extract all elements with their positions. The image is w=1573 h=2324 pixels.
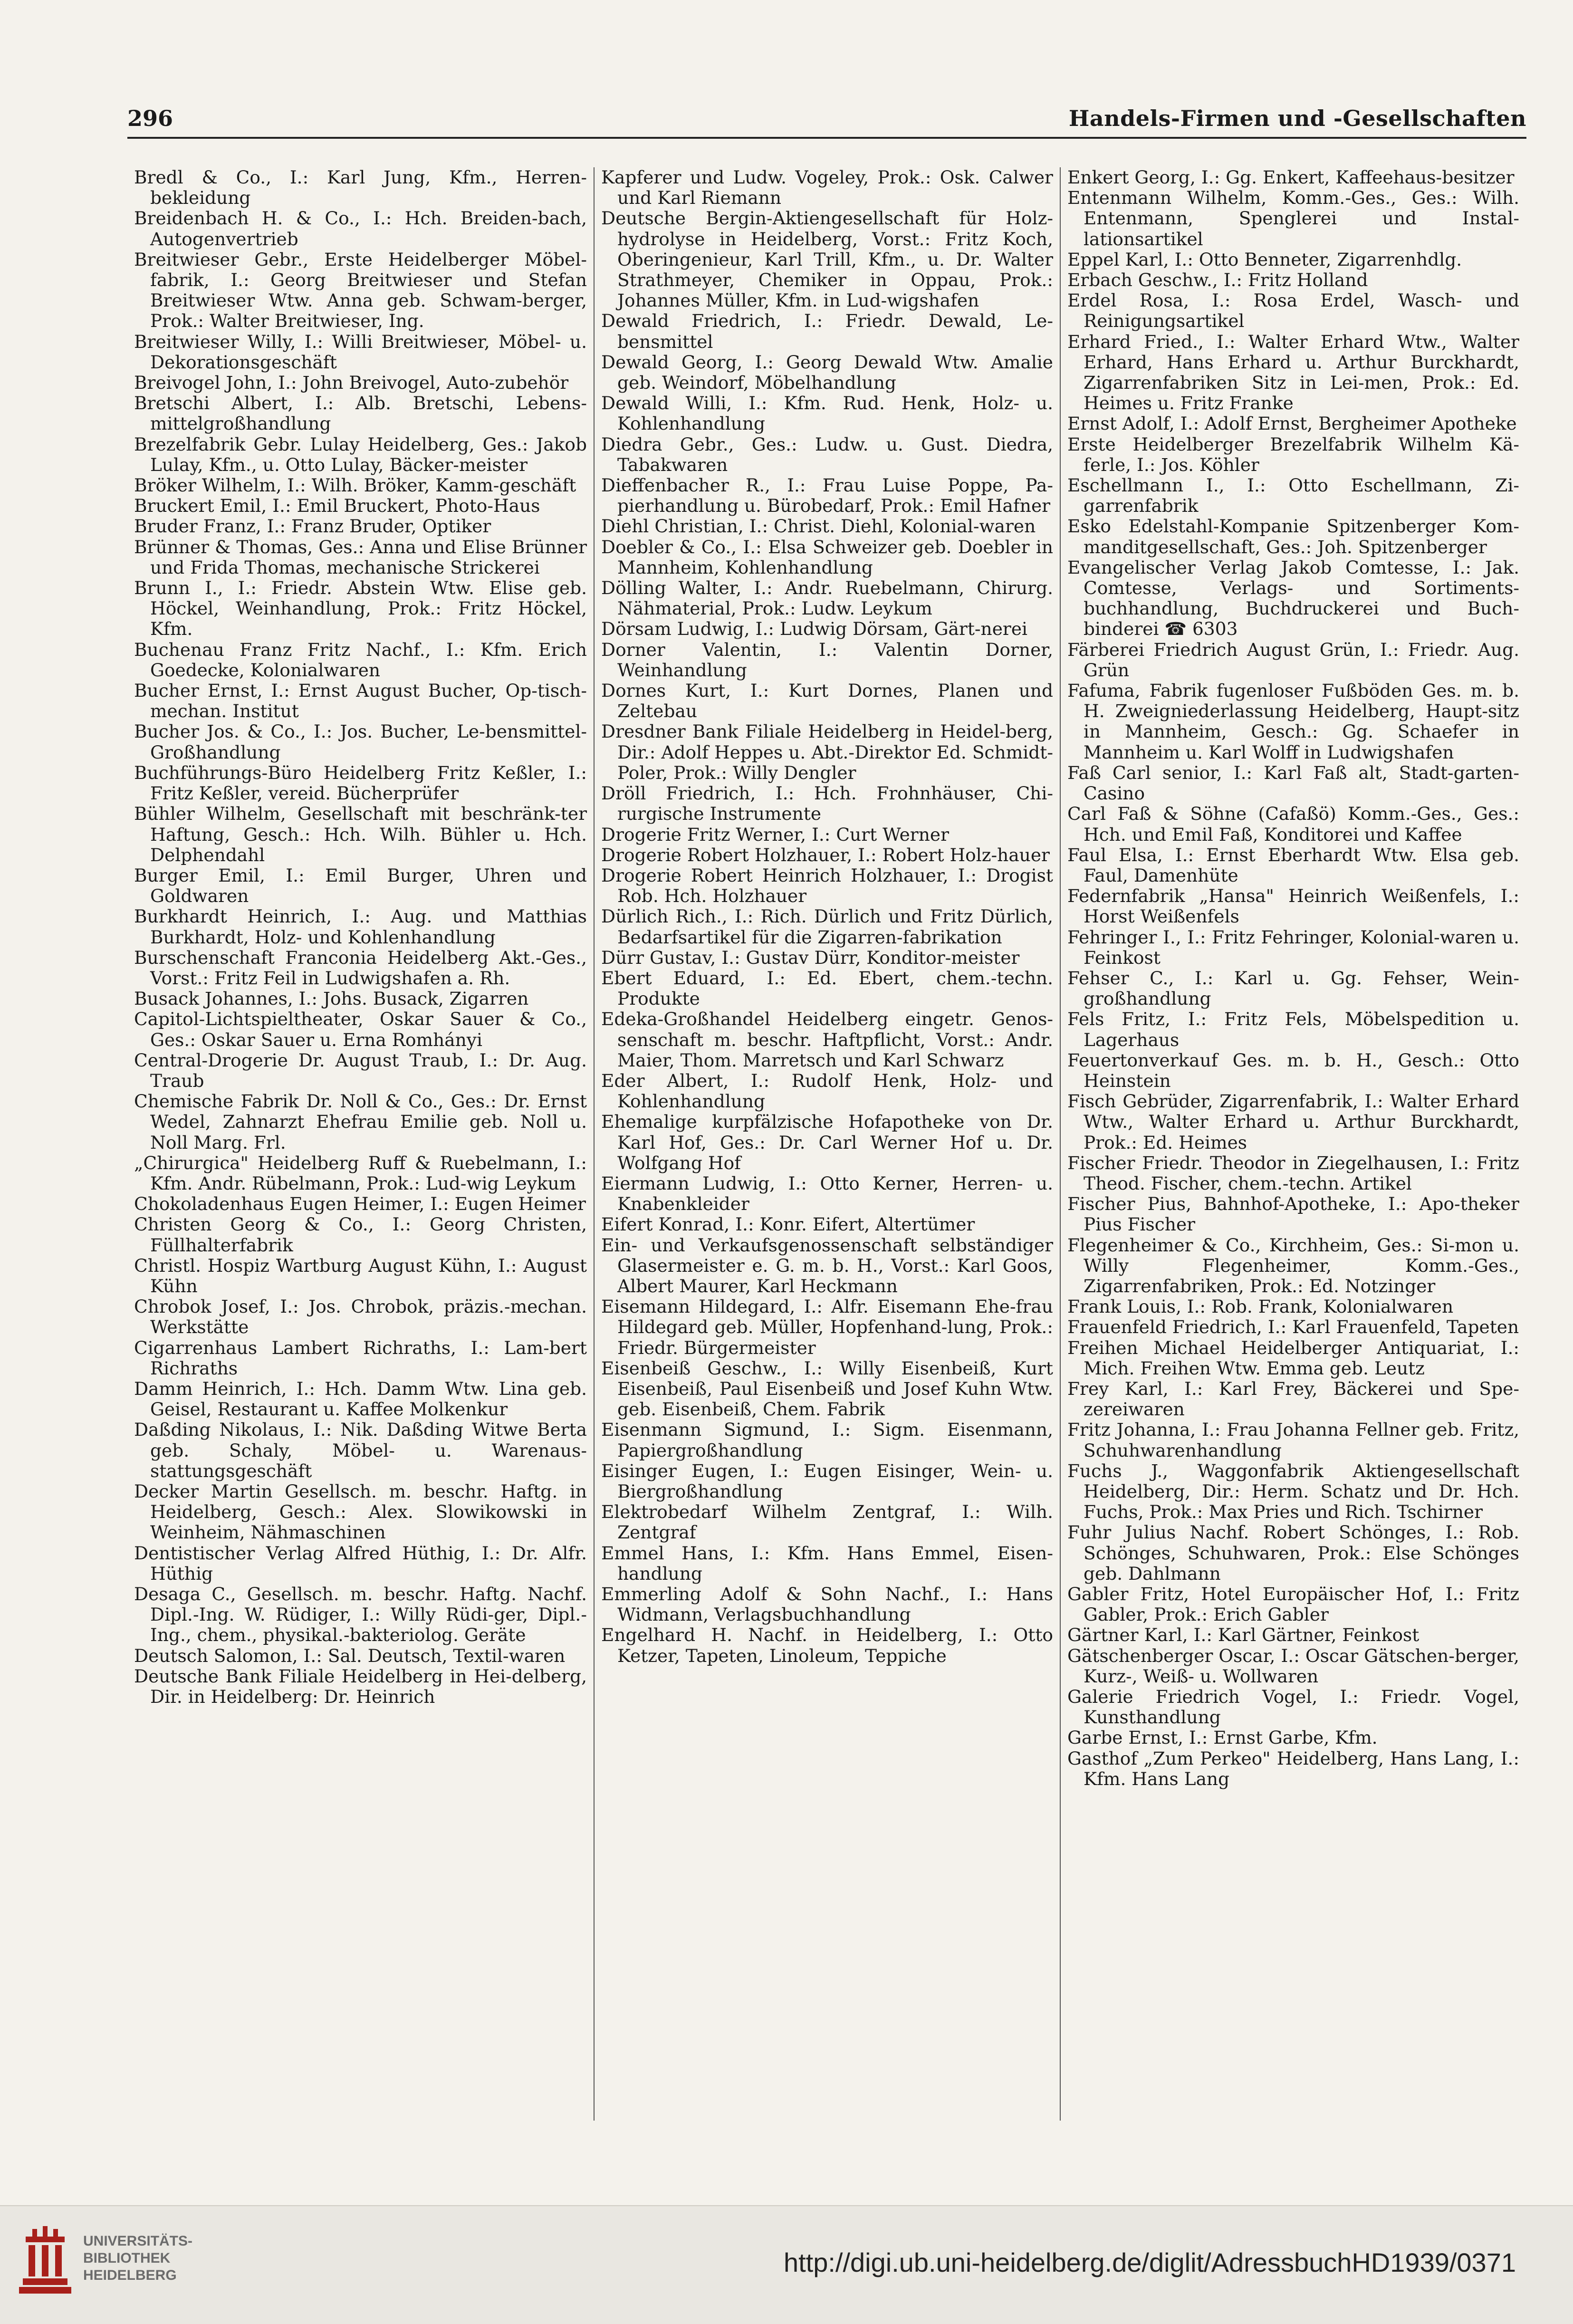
directory-entry: Decker Martin Gesellsch. m. beschr. Haftg. in Heidelberg, Gesch.: Alex. Slowikowski in Weinheim, Nähmaschinen	[134, 1481, 587, 1543]
directory-entry: Frey Karl, I.: Karl Frey, Bäckerei und Spe-zereiwaren	[1067, 1378, 1519, 1420]
directory-entry: Fafuma, Fabrik fugenloser Fußböden Ges. m. b. H. Zweigniederlassung Heidelberg, Haupt-sitz in Mannheim, Gesch.: Gg. Schaefer in Mannheim u. Karl Wolff in Ludwigshafen	[1067, 680, 1519, 763]
directory-entry: Eder Albert, I.: Rudolf Henk, Holz- und Kohlenhandlung	[601, 1070, 1053, 1112]
library-name-line: BIBLIOTHEK	[83, 2250, 171, 2266]
directory-entry: Evangelischer Verlag Jakob Comtesse, I.: Jak. Comtesse, Verlags- und Sortiments-buchhandlung, Buchdruckerei und Buch-binderei ☎ 6303	[1067, 557, 1519, 640]
page-number: 296	[127, 106, 173, 131]
directory-entry: Dieffenbacher R., I.: Frau Luise Poppe, Pa-pierhandlung u. Bürobedarf, Prok.: Emil Hafner	[601, 475, 1053, 517]
directory-entry: Erste Heidelberger Brezelfabrik Wilhelm Kä-ferle, I.: Jos. Köhler	[1067, 433, 1519, 475]
directory-entry: Burkhardt Heinrich, I.: Aug. und Matthias Burkhardt, Holz- und Kohlenhandlung	[134, 906, 587, 948]
directory-entry: Dewald Friedrich, I.: Friedr. Dewald, Le-bensmittel	[601, 310, 1053, 352]
directory-entry: Cigarrenhaus Lambert Richraths, I.: Lam-bert Richraths	[134, 1337, 587, 1379]
directory-entry: Breitwieser Gebr., Erste Heidelberger Möbel-fabrik, I.: Georg Breitwieser und Stefan Breitwieser Wtw. Anna geb. Schwam-berger, Prok.: Walter Breitwieser, Ing.	[134, 249, 587, 332]
directory-columns	[127, 167, 1526, 2121]
directory-entry: Diehl Christian, I.: Christ. Diehl, Kolonial-waren	[601, 516, 1036, 537]
directory-entry: Drogerie Robert Heinrich Holzhauer, I.: Drogist Rob. Hch. Holzhauer	[601, 864, 1053, 907]
directory-entry: Gasthof „Zum Perkeo" Heidelberg, Hans Lang, I.: Kfm. Hans Lang	[1067, 1748, 1519, 1789]
directory-entry: Buchenau Franz Fritz Nachf., I.: Kfm. Erich Goedecke, Kolonialwaren	[134, 639, 587, 681]
directory-entry: Ebert Eduard, I.: Ed. Ebert, chem.-techn. Produkte	[601, 967, 1053, 1009]
directory-entry: Bredl & Co., I.: Karl Jung, Kfm., Herren-bekleidung	[134, 167, 587, 209]
directory-entry: Daßding Nikolaus, I.: Nik. Daßding Witwe Berta geb. Schaly, Möbel- u. Warenaus-stattungsgeschäft	[134, 1419, 587, 1481]
directory-entry: Deutsch Salomon, I.: Sal. Deutsch, Textil-waren	[134, 1645, 566, 1666]
directory-entry: Chokoladenhaus Eugen Heimer, I.: Eugen Heimer	[134, 1193, 586, 1215]
directory-entry: Ein- und Verkaufsgenossenschaft selbständiger Glasermeister e. G. m. b. H., Vorst.: Karl Goos, Albert Maurer, Karl Heckmann	[601, 1234, 1053, 1296]
directory-entry: Fuhr Julius Nachf. Robert Schönges, I.: Rob. Schönges, Schuhwaren, Prok.: Else Schönges geb. Dahlmann	[1067, 1522, 1519, 1584]
directory-entry: Buchführungs-Büro Heidelberg Fritz Keßler, I.: Fritz Keßler, vereid. Bücherprüfer	[134, 762, 587, 804]
directory-entry: Bröker Wilhelm, I.: Wilh. Bröker, Kamm-geschäft	[134, 475, 576, 496]
directory-entry: Gabler Fritz, Hotel Europäischer Hof, I.: Fritz Gabler, Prok.: Erich Gabler	[1067, 1584, 1519, 1625]
directory-entry: Feuertonverkauf Ges. m. b. H., Gesch.: Otto Heinstein	[1067, 1049, 1519, 1091]
directory-entry: Brünner & Thomas, Ges.: Anna und Elise Brünner und Frida Thomas, mechanische Strickerei	[134, 536, 587, 578]
column-1	[127, 167, 594, 2121]
directory-entry: Desaga C., Gesellsch. m. beschr. Haftg. Nachf. Dipl.-Ing. W. Rüdiger, I.: Willy Rüdi-ger, Dipl.-Ing., chem., physikal.-bakteriolog. Geräte	[134, 1584, 587, 1646]
directory-entry: Federnfabrik „Hansa" Heinrich Weißenfels, I.: Horst Weißenfels	[1067, 885, 1519, 927]
directory-entry: Garbe Ernst, I.: Ernst Garbe, Kfm.	[1067, 1727, 1378, 1748]
column-3	[1060, 167, 1526, 2121]
page-header	[127, 104, 1526, 139]
directory-entry: Enkert Georg, I.: Gg. Enkert, Kaffeehaus-besitzer	[1067, 167, 1515, 188]
directory-entry: Edeka-Großhandel Heidelberg eingetr. Genos-senschaft m. beschr. Haftpflicht, Vorst.: Andr. Maier, Thom. Marretsch und Karl Schwarz	[601, 1008, 1053, 1071]
column-2	[594, 167, 1060, 2121]
directory-entry: Ernst Adolf, I.: Adolf Ernst, Bergheimer Apotheke	[1067, 413, 1517, 434]
directory-entry: Dewald Willi, I.: Kfm. Rud. Henk, Holz- u. Kohlenhandlung	[601, 393, 1053, 434]
directory-entry: Damm Heinrich, I.: Hch. Damm Wtw. Lina geb. Geisel, Restaurant u. Kaffee Molkenkur	[134, 1378, 587, 1420]
directory-entry: Eisenbeiß Geschw., I.: Willy Eisenbeiß, Kurt Eisenbeiß, Paul Eisenbeiß und Josef Kuhn Wtw. geb. Eisenbeiß, Chem. Fabrik	[601, 1357, 1053, 1420]
directory-entry: Doebler & Co., I.: Elsa Schweizer geb. Doebler in Mannheim, Kohlenhandlung	[601, 536, 1053, 578]
directory-entry: Färberei Friedrich August Grün, I.: Friedr. Aug. Grün	[1067, 639, 1519, 681]
directory-entry: Esko Edelstahl-Kompanie Spitzenberger Kom-manditgesellschaft, Ges.: Joh. Spitzenberger	[1067, 516, 1519, 557]
directory-entry: Fehringer I., I.: Fritz Fehringer, Kolonial-waren u. Feinkost	[1067, 926, 1519, 968]
directory-entry: Bretschi Albert, I.: Alb. Bretschi, Lebens-mittelgroßhandlung	[134, 393, 587, 434]
directory-entry: Dörsam Ludwig, I.: Ludwig Dörsam, Gärt-nerei	[601, 618, 1028, 640]
directory-entry: Dröll Friedrich, I.: Hch. Frohnhäuser, Chi-rurgische Instrumente	[601, 783, 1053, 825]
directory-entry: „Chirurgica" Heidelberg Ruff & Ruebelmann, I.: Kfm. Andr. Rübelmann, Prok.: Lud-wig Leykum	[134, 1152, 587, 1194]
directory-entry: Faß Carl senior, I.: Karl Faß alt, Stadt-garten-Casino	[1067, 762, 1519, 804]
directory-entry: Carl Faß & Söhne (Cafaßö) Komm.-Ges., Ges.: Hch. und Emil Faß, Konditorei und Kaffee	[1067, 803, 1519, 845]
directory-entry: Fischer Friedr. Theodor in Ziegelhausen, I.: Fritz Theod. Fischer, chem.-techn. Artikel	[1067, 1152, 1519, 1194]
directory-entry: Dölling Walter, I.: Andr. Ruebelmann, Chirurg. Nähmaterial, Prok.: Ludw. Leykum	[601, 577, 1053, 619]
directory-entry: Dewald Georg, I.: Georg Dewald Wtw. Amalie geb. Weindorf, Möbelhandlung	[601, 351, 1053, 394]
directory-entry: Frauenfeld Friedrich, I.: Karl Frauenfeld, Tapeten	[1067, 1316, 1519, 1338]
directory-entry: Dresdner Bank Filiale Heidelberg in Heidel-berg, Dir.: Adolf Heppes u. Abt.-Direktor Ed. Schmidt-Poler, Prok.: Willy Dengler	[601, 721, 1053, 783]
directory-entry: Emmerling Adolf & Sohn Nachf., I.: Hans Widmann, Verlagsbuchhandlung	[601, 1584, 1053, 1625]
directory-entry: Capitol-Lichtspieltheater, Oskar Sauer & Co., Ges.: Oskar Sauer u. Erna Romhányi	[134, 1008, 587, 1050]
directory-entry: Fels Fritz, I.: Fritz Fels, Möbelspedition u. Lagerhaus	[1067, 1008, 1519, 1050]
directory-entry: Breidenbach H. & Co., I.: Hch. Breiden-bach, Autogenvertrieb	[134, 208, 587, 250]
directory-entry: Deutsche Bergin-Aktiengesellschaft für Holz-hydrolyse in Heidelberg, Vorst.: Fritz Koch, Oberingenieur, Karl Trill, Kfm., u. Dr. Walter Strathmeyer, Chemiker in Oppau, Prok.: Johannes Müller, Kfm. in Lud-wigshafen	[601, 208, 1053, 311]
directory-entry: Erdel Rosa, I.: Rosa Erdel, Wasch- und Reinigungsartikel	[1067, 290, 1519, 332]
running-head: Handels-Firmen und -Gesellschaften	[1068, 106, 1526, 131]
directory-entry: Brunn I., I.: Friedr. Abstein Wtw. Elise geb. Höckel, Weinhandlung, Prok.: Fritz Höckel, Kfm.	[134, 577, 587, 640]
directory-entry: Engelhard H. Nachf. in Heidelberg, I.: Otto Ketzer, Tapeten, Linoleum, Teppiche	[601, 1624, 1053, 1666]
directory-entry: Elektrobedarf Wilhelm Zentgraf, I.: Wilh. Zentgraf	[601, 1501, 1053, 1543]
directory-entry: Eppel Karl, I.: Otto Benneter, Zigarrenhdlg.	[1067, 249, 1462, 270]
directory-entry: Eschellmann I., I.: Otto Eschellmann, Zi-garrenfabrik	[1067, 475, 1519, 517]
directory-entry: Ehemalige kurpfälzische Hofapotheke von Dr. Karl Hof, Ges.: Dr. Carl Werner Hof u. Dr. Wolfgang Hof	[601, 1111, 1053, 1173]
directory-entry: Freihen Michael Heidelberger Antiquariat, I.: Mich. Freihen Wtw. Emma geb. Leutz	[1067, 1337, 1519, 1379]
directory-entry: Drogerie Robert Holzhauer, I.: Robert Holz-hauer	[601, 844, 1050, 865]
directory-entry: Eisinger Eugen, I.: Eugen Eisinger, Wein- u. Biergroßhandlung	[601, 1460, 1053, 1502]
directory-entry: Central-Drogerie Dr. August Traub, I.: Dr. Aug. Traub	[134, 1049, 587, 1091]
library-name	[83, 2233, 192, 2284]
directory-entry: Busack Johannes, I.: Johs. Busack, Zigarren	[134, 988, 529, 1009]
directory-entry: Breivogel John, I.: John Breivogel, Auto-zubehör	[134, 372, 569, 394]
directory-entry: Bruckert Emil, I.: Emil Bruckert, Photo-Haus	[134, 495, 540, 517]
directory-entry: Gärtner Karl, I.: Karl Gärtner, Feinkost	[1067, 1624, 1420, 1646]
directory-entry: Galerie Friedrich Vogel, I.: Friedr. Vogel, Kunsthandlung	[1067, 1686, 1519, 1728]
directory-entry: Dorner Valentin, I.: Valentin Dorner, Weinhandlung	[601, 639, 1053, 681]
library-name-line: HEIDELBERG	[83, 2267, 177, 2283]
directory-entry: Fuchs J., Waggonfabrik Aktiengesellschaft Heidelberg, Dir.: Herm. Schatz und Dr. Hch. Fuchs, Prok.: Max Pries und Rich. Tschirner	[1067, 1460, 1519, 1523]
directory-entry: Deutsche Bank Filiale Heidelberg in Hei-delberg, Dir. in Heidelberg: Dr. Heinrich	[134, 1665, 587, 1708]
directory-entry: Bucher Jos. & Co., I.: Jos. Bucher, Le-bensmittel-Großhandlung	[134, 721, 587, 763]
directory-entry: Chrobok Josef, I.: Jos. Chrobok, präzis.-mechan. Werkstätte	[134, 1296, 587, 1338]
directory-entry: Fritz Johanna, I.: Frau Johanna Fellner geb. Fritz, Schuhwarenhandlung	[1067, 1419, 1519, 1461]
library-name-line: UNIVERSITÄTS-	[83, 2233, 193, 2249]
directory-entry: Emmel Hans, I.: Kfm. Hans Emmel, Eisen-handlung	[601, 1542, 1053, 1584]
directory-entry: Burschenschaft Franconia Heidelberg Akt.-Ges., Vorst.: Fritz Feil in Ludwigshafen a. Rh.	[134, 947, 587, 989]
directory-entry: Fehser C., I.: Karl u. Gg. Fehser, Wein-großhandlung	[1067, 967, 1519, 1009]
directory-entry: Bruder Franz, I.: Franz Bruder, Optiker	[134, 516, 491, 537]
directory-entry: Christl. Hospiz Wartburg August Kühn, I.: August Kühn	[134, 1255, 587, 1296]
directory-entry: Erbach Geschw., I.: Fritz Holland	[1067, 269, 1368, 291]
directory-entry: Erhard Fried., I.: Walter Erhard Wtw., Walter Erhard, Hans Erhard u. Arthur Burckhardt, Zigarrenfabriken Sitz in Lei-men, Prok.: Ed. Heimes u. Fritz Franke	[1067, 331, 1519, 414]
directory-entry: Dürlich Rich., I.: Rich. Dürlich und Fritz Dürlich, Bedarfsartikel für die Zigarren-fabrikation	[601, 906, 1053, 948]
directory-entry: Christen Georg & Co., I.: Georg Christen, Füllhalterfabrik	[134, 1214, 587, 1256]
directory-entry: Eisenmann Sigmund, I.: Sigm. Eisenmann, Papiergroßhandlung	[601, 1419, 1053, 1461]
directory-entry: Burger Emil, I.: Emil Burger, Uhren und Goldwaren	[134, 864, 587, 907]
directory-entry: Eifert Konrad, I.: Konr. Eifert, Altertümer	[601, 1214, 975, 1235]
source-url-link[interactable]: http://digi.ub.uni-heidelberg.de/diglit/AdressbuchHD1939/0371	[783, 2247, 1516, 2277]
directory-entry: Eiermann Ludwig, I.: Otto Kerner, Herren- u. Knabenkleider	[601, 1172, 1053, 1215]
directory-entry: Drogerie Fritz Werner, I.: Curt Werner	[601, 824, 950, 845]
directory-entry: Fischer Pius, Bahnhof-Apotheke, I.: Apo-theker Pius Fischer	[1067, 1193, 1519, 1235]
directory-entry: Fisch Gebrüder, Zigarrenfabrik, I.: Walter Erhard Wtw., Walter Erhard u. Arthur Burckhardt, Prok.: Ed. Heimes	[1067, 1091, 1519, 1153]
directory-entry: Bucher Ernst, I.: Ernst August Bucher, Op-tisch-mechan. Institut	[134, 680, 587, 722]
directory-entry: Dornes Kurt, I.: Kurt Dornes, Planen und Zeltebau	[601, 680, 1053, 722]
directory-entry: Eisemann Hildegard, I.: Alfr. Eisemann Ehe-frau Hildegard geb. Müller, Hopfenhand-lung, Prok.: Friedr. Bürgermeister	[601, 1296, 1053, 1358]
directory-entry: Dürr Gustav, I.: Gustav Dürr, Konditor-meister	[601, 947, 1020, 968]
directory-entry: Frank Louis, I.: Rob. Frank, Kolonialwaren	[1067, 1296, 1454, 1317]
directory-entry: Diedra Gebr., Ges.: Ludw. u. Gust. Diedra, Tabakwaren	[601, 433, 1053, 475]
directory-entry: Entenmann Wilhelm, Komm.-Ges., Ges.: Wilh. Entenmann, Spenglerei und Instal-lationsartikel	[1067, 187, 1519, 250]
directory-entry: Flegenheimer & Co., Kirchheim, Ges.: Si-mon u. Willy Flegenheimer, Komm.-Ges., Zigarrenfabriken, Prok.: Ed. Notzinger	[1067, 1234, 1519, 1296]
directory-entry: Breitwieser Willy, I.: Willi Breitwieser, Möbel- u. Dekorationsgeschäft	[134, 331, 587, 373]
directory-entry: Bühler Wilhelm, Gesellschaft mit beschränk-ter Haftung, Gesch.: Hch. Wilh. Bühler u. Hch. Delphendahl	[134, 803, 587, 865]
university-seal-icon	[19, 2224, 71, 2295]
directory-entry: Faul Elsa, I.: Ernst Eberhardt Wtw. Elsa geb. Faul, Damenhüte	[1067, 844, 1519, 886]
directory-entry: Dentistischer Verlag Alfred Hüthig, I.: Dr. Alfr. Hüthig	[134, 1542, 587, 1584]
directory-entry: Gätschenberger Oscar, I.: Oscar Gätschen-berger, Kurz-, Weiß- u. Wollwaren	[1067, 1645, 1519, 1687]
directory-entry: Kapferer und Ludw. Vogeley, Prok.: Osk. Calwer und Karl Riemann	[601, 167, 1053, 209]
directory-entry: Brezelfabrik Gebr. Lulay Heidelberg, Ges.: Jakob Lulay, Kfm., u. Otto Lulay, Bäcker-meister	[134, 433, 587, 475]
directory-entry: Chemische Fabrik Dr. Noll & Co., Ges.: Dr. Ernst Wedel, Zahnarzt Ehefrau Emilie geb. Noll u. Noll Marg. Frl.	[134, 1091, 587, 1153]
